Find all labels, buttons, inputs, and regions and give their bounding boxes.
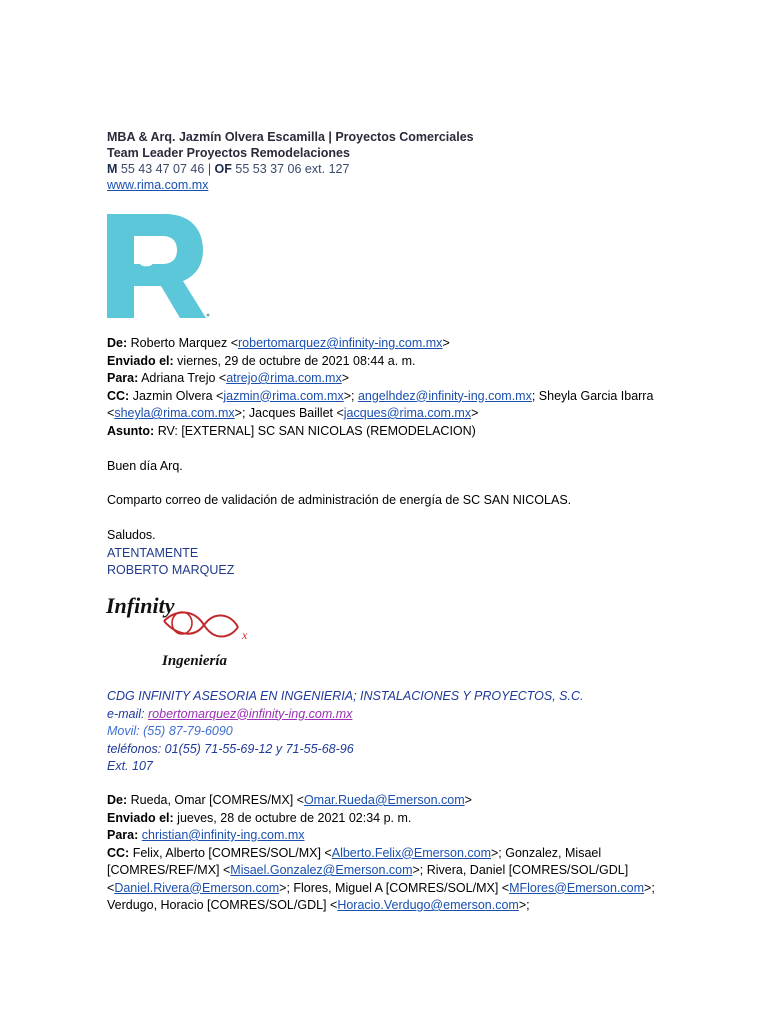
message-body: Comparto correo de validación de administración de energía de SC SAN NICOLAS. — [107, 493, 572, 507]
infinity-logo — [104, 591, 254, 671]
from-line: De: Rueda, Omar [COMRES/MX] <Omar.Rueda@Emerson.com> — [107, 793, 472, 807]
company-email-link[interactable]: robertomarquez@infinity-ing.com.mx — [148, 706, 353, 721]
email-header-2 — [107, 792, 655, 915]
cc-line: CC: Jazmin Olvera <jazmin@rima.com.mx>; angelhdez@infinity-ing.com.mx; Sheyla Garcia Ibarra — [107, 388, 654, 403]
signature-phone-line — [107, 161, 474, 177]
signature-name-line: MBA & Arq. Jazmín Olvera Escamilla | Proyectos Comerciales — [107, 130, 474, 144]
cc-line-cont: <sheyla@rima.com.mx>; Jacques Baillet <jacques@rima.com.mx> — [107, 406, 479, 420]
mobile-number: 55 43 47 07 46 — [120, 162, 205, 176]
cc-email-link[interactable]: Horacio.Verdugo@emerson.com — [337, 898, 519, 912]
signature-title-line: Team Leader Proyectos Remodelaciones — [107, 146, 350, 160]
cc-line-cont: Verdugo, Horacio [COMRES/SOL/GDL] <Horacio.Verdugo@emerson.com>; — [107, 898, 530, 912]
company-ext: Ext. 107 — [107, 759, 153, 773]
separator: | — [207, 162, 212, 176]
infinity-logo-text: Infinity — [106, 593, 175, 618]
subject-line: Asunto: RV: [EXTERNAL] SC SAN NICOLAS (REMODELACION) — [107, 423, 476, 438]
greeting: Buen día Arq. — [107, 459, 183, 473]
ext-number: 127 — [328, 162, 350, 176]
to-line: Para: christian@infinity-ing.com.mx — [107, 828, 305, 842]
office-label: OF — [214, 162, 232, 176]
ingenieria-text: Ingeniería — [162, 653, 228, 669]
cc-line: CC: Felix, Alberto [COMRES/SOL/MX] <Alberto.Felix@Emerson.com>; Gonzalez, Misael — [107, 845, 602, 860]
to-email-link[interactable]: christian@infinity-ing.com.mx — [141, 828, 305, 842]
company-name: CDG INFINITY ASESORIA EN INGENIERIA; INSTALACIONES Y PROYECTOS, S.C. — [107, 689, 584, 703]
signature-block — [107, 129, 474, 193]
cc-email-link[interactable]: jazmin@rima.com.mx — [223, 388, 344, 403]
cc-email-link[interactable]: jacques@rima.com.mx — [343, 406, 472, 420]
logo-s-mark: s — [138, 240, 155, 273]
cc-email-link[interactable]: MFlores@Emerson.com — [509, 880, 645, 895]
office-number: 55 53 37 06 — [235, 162, 302, 176]
mobile-label: M — [107, 162, 118, 176]
company-signature — [107, 688, 584, 776]
website-link[interactable]: www.rima.com.mx — [107, 178, 209, 192]
cc-email-link[interactable]: Alberto.Felix@Emerson.com — [331, 845, 491, 860]
closing: Saludos. — [107, 528, 156, 542]
cc-email-link[interactable]: Daniel.Rivera@Emerson.com — [114, 880, 280, 895]
cc-line-cont: [COMRES/REF/MX] <Misael.Gonzalez@Emerson.com>; Rivera, Daniel [COMRES/SOL/GDL] — [107, 863, 629, 877]
sent-line: Enviado el: viernes, 29 de octubre de 2021 08:44 a. m. — [107, 353, 416, 368]
from-email-link[interactable]: robertomarquez@infinity-ing.com.mx — [238, 336, 443, 350]
infinity-exp: x — [242, 628, 248, 642]
sent-line: Enviado el: jueves, 28 de octubre de 2021 02:34 p. m. — [107, 810, 412, 825]
company-mobile: Movil: (55) 87-79-6090 — [107, 724, 233, 738]
to-email-link[interactable]: atrejo@rima.com.mx — [226, 371, 342, 385]
signer-name: ROBERTO MARQUEZ — [107, 563, 235, 577]
cc-line-cont: <Daniel.Rivera@Emerson.com>; Flores, Miguel A [COMRES/SOL/MX] <MFlores@Emerson.com>; — [107, 880, 655, 895]
to-line: Para: Adriana Trejo <atrejo@rima.com.mx> — [107, 371, 350, 385]
from-line: De: Roberto Marquez <robertomarquez@infinity-ing.com.mx> — [107, 336, 450, 350]
from-email-link[interactable]: Omar.Rueda@Emerson.com — [303, 793, 465, 807]
company-phones: teléfonos: 01(55) 71-55-69-12 y 71-55-68-96 — [107, 741, 354, 756]
atentamente: ATENTAMENTE — [107, 546, 199, 560]
rima-logo — [107, 214, 211, 318]
cc-email-link[interactable]: sheyla@rima.com.mx — [114, 406, 235, 420]
ext-label: ext. — [304, 162, 326, 176]
email-header-1 — [107, 335, 653, 440]
company-email-line: e-mail: robertomarquez@infinity-ing.com.mx — [107, 706, 353, 721]
cc-email-link[interactable]: Misael.Gonzalez@Emerson.com — [230, 863, 413, 877]
cc-email-link[interactable]: angelhdez@infinity-ing.com.mx — [357, 388, 532, 403]
